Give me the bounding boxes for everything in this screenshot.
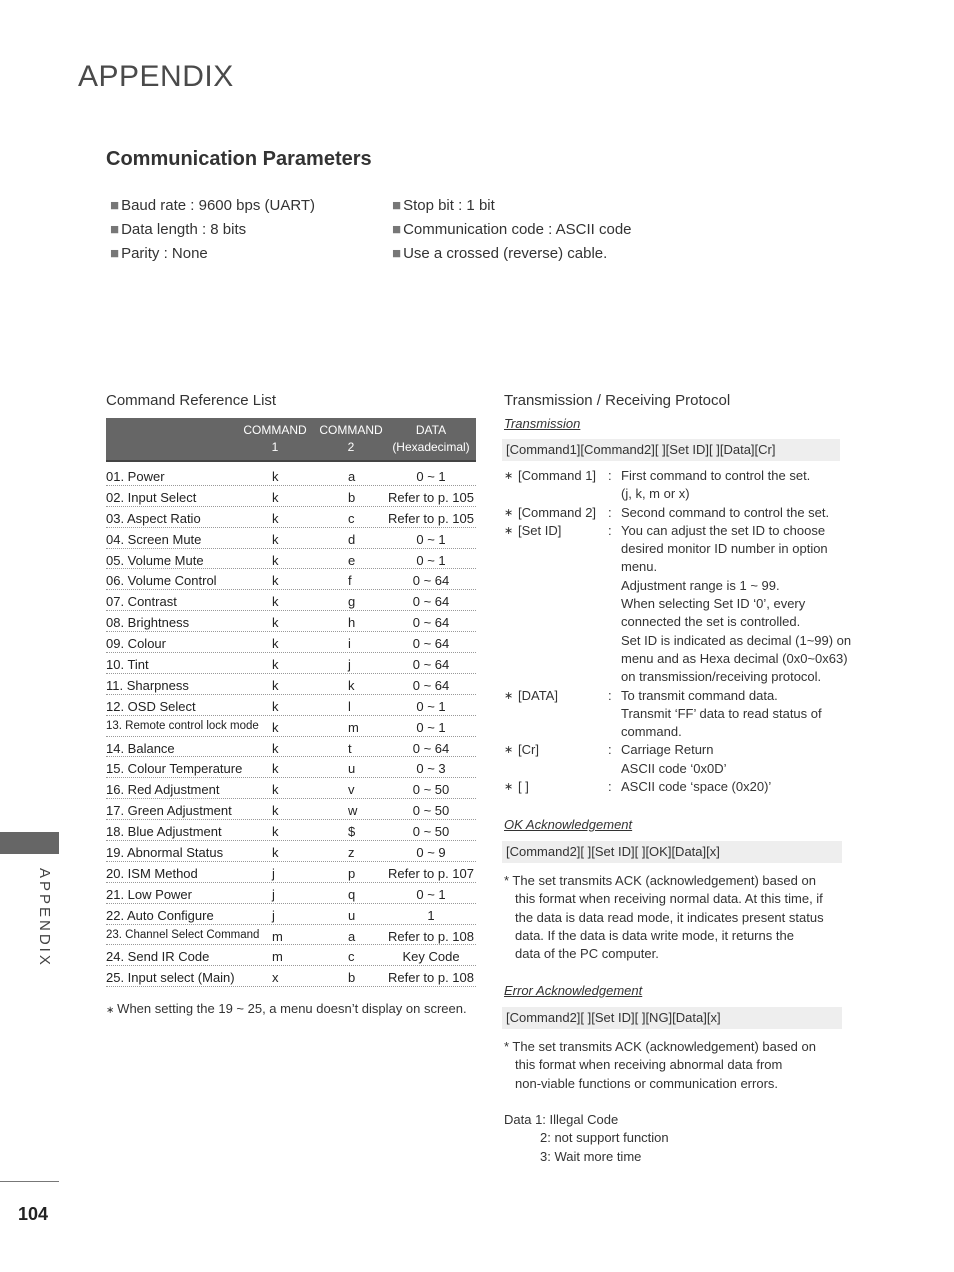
data-range: Refer to p. 105 [388,489,474,505]
table-row [106,883,476,904]
text-line: Data 1: Illegal Code [504,1112,619,1127]
table-row [106,674,476,695]
command1-code: k [272,469,279,484]
data-range: 0 ~ 64 [412,615,450,631]
command1-code: k [272,531,279,547]
command-name: 04. Screen Mute [106,531,202,547]
command-name: 23. Channel Select Command [106,928,260,941]
table-row [106,695,476,716]
definition-text: Set ID is indicated as decimal (1~99) on [621,632,852,648]
data-range: 0 ~ 64 [412,594,450,610]
definition-text: When selecting Set ID ‘0’, every [621,596,806,612]
command2-code: a [348,928,356,944]
command2-code: j [348,657,351,673]
command1-code: k [272,803,279,819]
page-number: 104 [18,1204,49,1224]
command-table-body [106,465,476,987]
definition-text: desired monitor ID number in option [621,541,828,557]
command-table-header [106,418,476,462]
transmission-format: [Command1][Command2][ ][Set ID][ ][Data][Cr] [502,439,840,461]
table-row [106,737,476,758]
command2-code: w [348,803,358,819]
text-line: 2: not support function [540,1130,669,1146]
separator: : [608,468,612,483]
definition-text: Adjustment range is 1 ~ 99. [621,577,780,593]
command-name: 18. Blue Adjustment [106,824,222,840]
data-range: 0 ~ 1 [416,719,446,735]
definition-text: on transmission/receiving protocol. [621,669,822,685]
command1-code: j [272,865,275,881]
table-row [106,904,476,925]
command-name: 25. Input select (Main) [106,970,235,986]
command2-code: c [348,510,355,526]
definition-text: ASCII code ‘space (0x20)’ [621,779,772,795]
command-name: 19. Abnormal Status [106,845,224,861]
text-line: non-viable functions or communication errors. [515,1075,779,1091]
command-list-footnote: ∗ When setting the 19 ~ 25, a menu doesn’t display on screen. [106,1001,467,1016]
data-range: 0 ~ 1 [416,469,446,484]
command-name: 21. Low Power [106,886,192,902]
command-name: 10. Tint [106,657,149,673]
table-row [106,820,476,841]
ok-ack-description [504,872,864,963]
data-range: Key Code [402,949,460,965]
command2-code: z [348,845,355,861]
separator: : [608,687,612,703]
command1-code: k [272,573,279,589]
definition-item [504,504,884,522]
command2-code: p [348,865,356,881]
command1-code: k [272,761,279,777]
table-row [106,528,476,549]
command2-code: d [348,531,356,547]
command1-code: k [272,594,279,610]
data-range: 0 ~ 9 [416,845,446,861]
command1-code: k [272,636,279,652]
command1-code: k [272,657,279,673]
command2-code: g [348,594,356,610]
table-row [106,945,476,966]
table-row [106,653,476,674]
command1-code: k [272,845,279,861]
command-name: 07. Contrast [106,594,177,610]
command2-code: q [348,886,356,902]
ok-ack-label: OK Acknowledgement [504,817,633,832]
command2-code: b [348,970,356,986]
table-row [106,966,476,987]
data-range: 0 ~ 50 [412,782,450,798]
command2-code: k [348,677,355,693]
command-name: 05. Volume Mute [106,552,204,568]
command2-code: l [348,698,351,714]
definition-key: [Command 2] [518,504,597,520]
command-name: 08. Brightness [106,615,190,631]
params-left [110,194,315,266]
definition-text: menu and as Hexa decimal (0x0~0x63) [621,650,848,666]
command2-code: m [348,719,359,735]
page-number-rule [0,1181,59,1182]
table-row [106,841,476,862]
command2-code: u [348,761,356,777]
command1-code: m [272,949,283,965]
command1-code: k [272,782,279,798]
command1-code: j [272,886,275,902]
bullet-star: ∗ [504,744,514,757]
param-item: ■ Parity : None [110,245,208,262]
text-line: this format when receiving abnormal data from [515,1057,783,1073]
command2-code: i [348,636,351,652]
data-range: Refer to p. 108 [388,970,474,986]
protocol-title: Transmission / Receiving Protocol [504,392,731,409]
page-section-title: APPENDIX [78,60,234,93]
params-right [392,194,632,266]
table-row [106,925,476,946]
data-range: 0 ~ 64 [412,573,450,589]
command1-code: j [272,907,275,923]
command-name: 01. Power [106,469,165,484]
table-row [106,569,476,590]
table-row [106,757,476,778]
bullet-star: ∗ [504,689,514,702]
data-range: 0 ~ 3 [416,761,446,777]
error-ack-format: [Command2][ ][Set ID][ ][NG][Data][x] [502,1007,842,1029]
separator: : [608,504,612,520]
command2-code: a [348,469,356,484]
command-list-title: Command Reference List [106,392,277,409]
definition-item [504,522,884,687]
command1-code: k [272,740,279,756]
data-range: 0 ~ 64 [412,740,450,756]
text-line: * The set transmits ACK (acknowledgement) based on [504,1039,816,1054]
table-row [106,862,476,883]
bullet-star: ∗ [504,781,514,794]
data-range: 0 ~ 1 [416,886,446,902]
command-name: 13. Remote control lock mode [106,719,259,732]
definition-item [504,741,884,778]
command1-code: k [272,510,279,526]
command-name: 03. Aspect Ratio [106,510,201,526]
error-ack-description [504,1038,864,1093]
definition-text: connected the set is controlled. [621,614,801,630]
definition-text: Carriage Return [621,742,714,758]
text-line: * The set transmits ACK (acknowledgement) based on [504,873,816,888]
command-name: 16. Red Adjustment [106,782,220,798]
command2-code: u [348,907,356,923]
table-row [106,486,476,507]
command1-code: m [272,928,283,944]
definition-text: ASCII code ‘0x0D’ [621,760,727,776]
definition-key: [DATA] [518,687,558,703]
text-line: data of the PC computer. [515,946,659,962]
command-name: 12. OSD Select [106,698,196,714]
data-range: 0 ~ 1 [416,698,446,714]
definition-text: Transmit ‘FF’ data to read status of [621,705,822,721]
definition-text: You can adjust the set ID to choose [621,522,826,538]
command-name: 24. Send IR Code [106,949,210,965]
table-row [106,507,476,528]
command2-code: v [348,782,355,798]
table-row [106,632,476,653]
bullet-star: ∗ [504,506,514,519]
definition-key: [Command 1] [518,468,597,483]
data-range: 0 ~ 64 [412,677,450,693]
header-command2: COMMAND 2 [319,423,383,454]
separator: : [608,522,612,538]
param-item: ■ Communication code : ASCII code [392,221,632,238]
header-command1: COMMAND 1 [243,423,307,454]
text-line: data. If the data is data write mode, it returns the [515,927,794,943]
error-ack-label: Error Acknowledgement [504,983,643,998]
command1-code: k [272,719,279,735]
command-name: 11. Sharpness [106,677,189,693]
command2-code: c [348,949,355,965]
definition-text: Second command to control the set. [621,504,830,520]
table-row [106,716,476,737]
side-tab-bar [0,832,59,854]
param-item: ■ Data length : 8 bits [110,221,247,238]
command-name: 15. Colour Temperature [106,761,243,777]
command2-code: b [348,489,356,505]
data-range: 0 ~ 1 [416,531,446,547]
data-range: 0 ~ 64 [412,657,450,673]
protocol-definitions [504,467,884,796]
transmission-label: Transmission [504,416,581,431]
command1-code: k [272,552,279,568]
definition-item [504,467,884,504]
param-item: ■ Use a crossed (reverse) cable. [392,245,608,262]
definition-item [504,778,884,796]
command2-code: $ [348,824,356,840]
definition-key: [Cr] [518,742,539,758]
separator: : [608,779,612,795]
text-line: the data is data read mode, it indicates present status [515,909,824,925]
command-name: 09. Colour [106,636,166,652]
data-range: 0 ~ 64 [412,636,450,652]
table-row [106,590,476,611]
text-line: this format when receiving normal data. At this time, if [515,891,823,907]
definition-text: (j, k, m or x) [621,486,690,502]
command1-code: k [272,489,279,505]
table-row [106,799,476,820]
table-row [106,778,476,799]
side-tab-label: APPENDIX [36,868,53,968]
command2-code: e [348,552,356,568]
definition-text: To transmit command data. [621,687,778,703]
command-name: 20. ISM Method [106,865,198,881]
header-data: DATA (Hexadecimal) [392,423,470,454]
command1-code: k [272,824,279,840]
error-data-codes [504,1111,864,1166]
table-row [106,465,476,486]
command2-code: f [348,573,352,589]
command-name: 17. Green Adjustment [106,803,232,819]
table-row [106,549,476,570]
data-range: 0 ~ 1 [416,552,446,568]
bullet-star: ∗ [504,524,514,537]
definition-key: [Set ID] [518,522,562,538]
separator: : [608,742,612,758]
command1-code: k [272,677,279,693]
command-name: 22. Auto Configure [106,907,214,923]
param-item: ■ Baud rate : 9600 bps (UART) [110,197,316,214]
data-range: Refer to p. 108 [388,928,474,944]
command2-code: h [348,615,356,631]
data-range: 1 [427,907,435,923]
command2-code: t [348,740,352,756]
definition-key: [ ] [518,779,529,795]
definition-text: menu. [621,559,658,575]
definition-text: command. [621,724,682,740]
command-name: 14. Balance [106,740,175,756]
communication-parameters-heading: Communication Parameters [106,148,372,170]
data-range: Refer to p. 107 [388,865,474,881]
table-row [106,611,476,632]
bullet-star: ∗ [504,470,514,482]
text-line: 3: Wait more time [540,1148,642,1164]
param-item: ■ Stop bit : 1 bit [392,197,495,214]
command1-code: k [272,698,279,714]
definition-item [504,687,884,742]
data-range: 0 ~ 50 [412,803,450,819]
command-name: 02. Input Select [106,489,197,505]
ok-ack-format: [Command2][ ][Set ID][ ][OK][Data][x] [502,841,842,863]
command1-code: k [272,615,279,631]
data-range: Refer to p. 105 [388,510,474,526]
command-name: 06. Volume Control [106,573,217,589]
data-range: 0 ~ 50 [412,824,450,840]
command1-code: x [272,970,279,986]
definition-text: First command to control the set. [621,468,811,483]
